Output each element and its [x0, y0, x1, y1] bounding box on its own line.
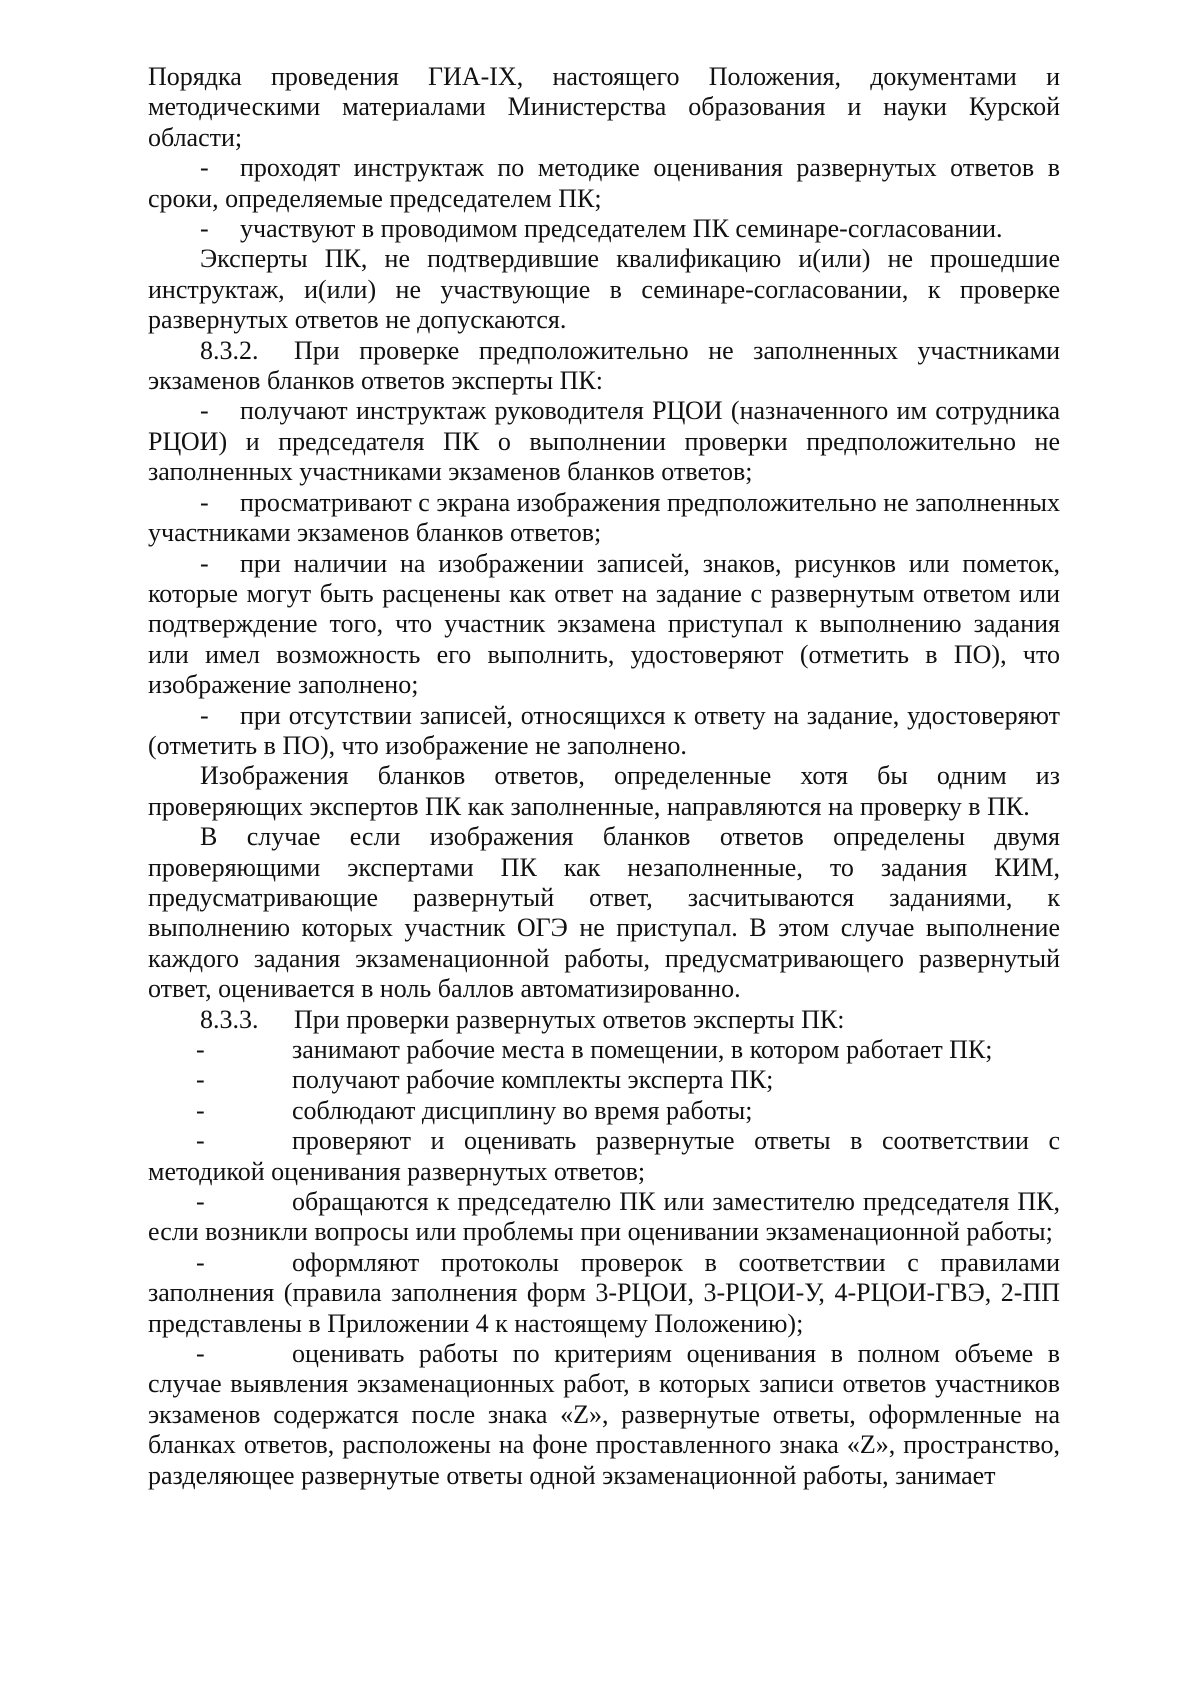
list-item	[148, 1339, 1060, 1491]
list-dash: -	[196, 1247, 205, 1277]
list-item	[148, 153, 1060, 214]
list-item-text: участвуют в проводимом председателем ПК семинаре-согласовании.	[240, 214, 1003, 244]
list-item-text: при наличии на изображении записей, знаков, рисунков или пометок, которые могут быть расценены как ответ на задание с развернутым ответом или подтверждение того, что участник экзамена приступал к выполнению задания или имел возможность его выполнить, удостоверяют (отметить в ПО), что изображение заполнено;	[148, 548, 1060, 700]
list-item	[148, 1126, 1060, 1187]
list-item	[148, 1035, 1060, 1065]
list-item	[148, 1096, 1060, 1126]
list-dash: -	[196, 1065, 205, 1095]
paragraph: Изображения бланков ответов, определенные хотя бы одним из проверяющих экспертов ПК как заполненные, направляются на проверку в ПК.	[148, 761, 1060, 821]
list-dash: -	[196, 1095, 205, 1125]
list-item-text: соблюдают дисциплину во время работы;	[292, 1095, 753, 1125]
list-item	[148, 701, 1060, 762]
list-item-text: проверяют и оценивать развернутые ответы в соответствии с методикой оценивания развернутых ответов;	[148, 1126, 1060, 1186]
list-item	[148, 488, 1060, 549]
paragraph-continuation: Порядка проведения ГИА-IX, настоящего Положения, документами и методическими материалами Министерства образования и науки Курской области;	[148, 62, 1060, 152]
list-item	[148, 1248, 1060, 1339]
list-dash: -	[196, 1126, 205, 1156]
list-item	[148, 549, 1060, 701]
list-item	[148, 1065, 1060, 1095]
list-dash: -	[196, 1035, 205, 1064]
list-dash: -	[196, 1187, 205, 1217]
section-paragraph	[148, 336, 1060, 397]
list-item-text: проходят инструктаж по методике оценивания развернутых ответов в сроки, определяемые председателем ПК;	[148, 153, 1060, 213]
section-text: При проверке предположительно не заполненных участниками экзаменов бланков ответов эксперты ПК:	[148, 335, 1060, 396]
document-page	[148, 62, 1060, 1491]
list-item-text: получают инструктаж руководителя РЦОИ (назначенного им сотрудника РЦОИ) и председателя ПК о выполнении проверки предположительно не заполненных участниками экзаменов бланков ответов;	[148, 396, 1060, 487]
paragraph: Эксперты ПК, не подтвердившие квалификацию и(или) не прошедшие инструктаж, и(или) не участвующие в семинаре-согласовании, к проверке развернутых ответов не допускаются.	[148, 244, 1060, 335]
list-item	[148, 1187, 1060, 1248]
list-dash: -	[196, 1339, 205, 1369]
section-paragraph	[148, 1005, 1060, 1035]
section-number: 8.3.2.	[200, 335, 259, 365]
list-dash: -	[200, 487, 209, 517]
list-dash: -	[200, 700, 209, 730]
list-item	[148, 214, 1060, 244]
list-dash: -	[200, 548, 209, 578]
list-item-text: оценивать работы по критериям оценивания в полном объеме в случае выявления экзаменационных работ, в которых записи ответов участников экзаменов содержатся после знака «Z», развернутые ответы, оформленные на бланках ответов, расположены на фоне проставленного знака «Z», пространство, разделяющее развернутые ответы одной экзаменационной работы, занимает	[148, 1339, 1060, 1490]
list-dash: -	[200, 214, 209, 244]
list-item-text: обращаются к председателю ПК или заместителю председателя ПК, если возникли вопросы или проблемы при оценивании экзаменационной работы;	[148, 1187, 1060, 1247]
section-number: 8.3.3.	[200, 1004, 259, 1034]
list-item-text: получают рабочие комплекты эксперта ПК;	[292, 1065, 774, 1095]
list-dash: -	[200, 396, 209, 426]
list-item-text: занимают рабочие места в помещении, в котором работает ПК;	[292, 1035, 993, 1064]
section-text: При проверки развернутых ответов эксперты ПК:	[294, 1004, 845, 1034]
list-item-text: просматривают с экрана изображения предположительно не заполненных участниками экзаменов бланков ответов;	[148, 487, 1060, 548]
list-item-text: при отсутствии записей, относящихся к ответу на задание, удостоверяют (отметить в ПО), что изображение не заполнено.	[148, 700, 1060, 760]
list-item-text: оформляют протоколы проверок в соответствии с правилами заполнения (правила заполнения форм 3-РЦОИ, 3-РЦОИ-У, 4-РЦОИ-ГВЭ, 2-ПП представлены в Приложении 4 к настоящему Положению);	[148, 1247, 1060, 1338]
list-item	[148, 396, 1060, 487]
paragraph: В случае если изображения бланков ответов определены двумя проверяющими экспертами ПК как незаполненные, то задания КИМ, предусматривающие развернутый ответ, засчитываются заданиями, к выполнению которых участник ОГЭ не приступал. В этом случае выполнение каждого задания экзаменационной работы, предусматривающего развернутый ответ, оценивается в ноль баллов автоматизированно.	[148, 822, 1060, 1004]
list-dash: -	[200, 153, 209, 183]
